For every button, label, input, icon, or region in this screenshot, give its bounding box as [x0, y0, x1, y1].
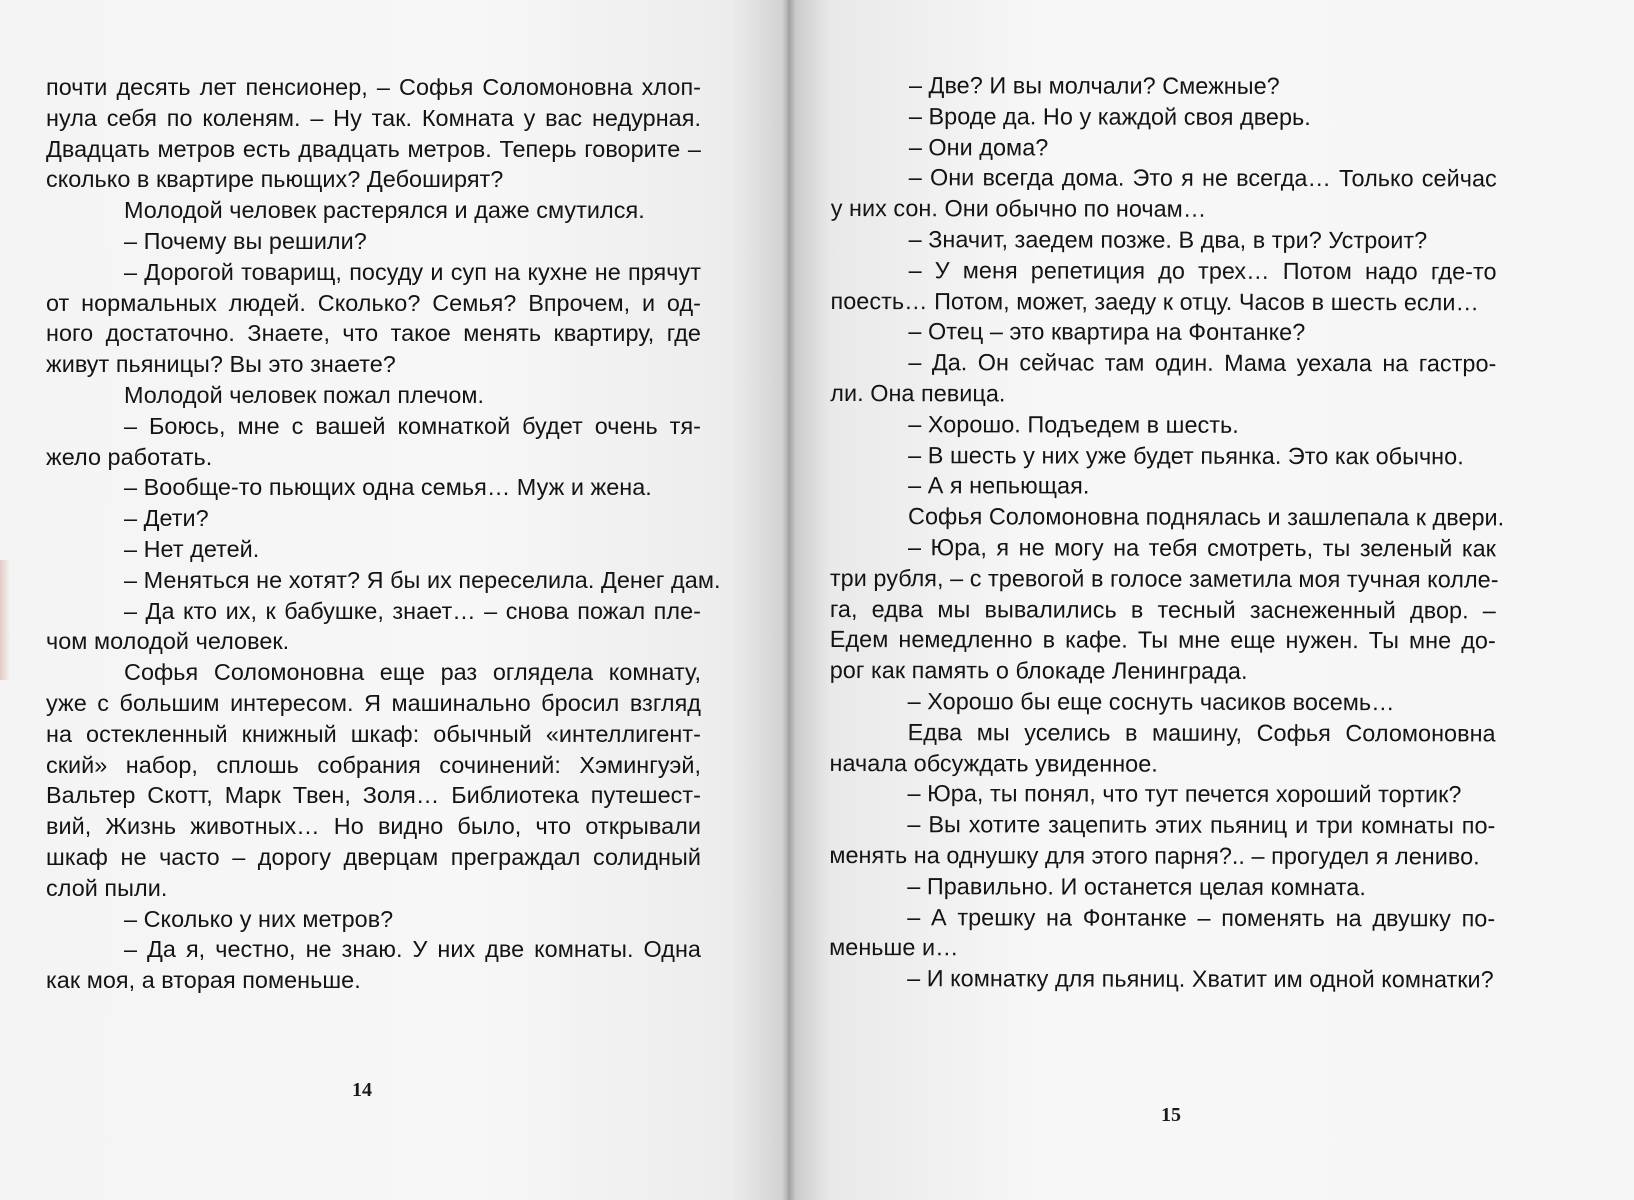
- text-line: – А трешку на Фонтанке – поменять на двушку по-: [907, 903, 1496, 931]
- text-line: Молодой человек пожал плечом.: [124, 381, 485, 408]
- text-line: почти десять лет пенсионер, – Софья Соломоновна хлоп-: [46, 74, 701, 100]
- text-line: меньше и…: [829, 934, 959, 961]
- text-line: – И комнатку для пьяниц. Хватит им одной комнатки?: [907, 965, 1494, 993]
- text-line: ли. Она певица.: [830, 379, 1006, 407]
- text-line: ного достаточно. Знаете, что такое менять квартиру, где: [46, 320, 701, 347]
- text-line: нула себя по коленям. – Ну так. Комната у вас недурная.: [46, 104, 701, 131]
- text-line: у них сон. Они обычно по ночам…: [830, 195, 1207, 222]
- text-line: – Вы хотите зацепить этих пьяниц и три комнаты по-: [907, 811, 1496, 839]
- text-line: – Правильно. И останется целая комната.: [907, 872, 1366, 900]
- text-line: Вальтер Скотт, Марк Твен, Золя… Библиотека путешест-: [46, 782, 701, 809]
- text-line: Двадцать метров есть двадцать метров. Теперь говорите –: [46, 135, 701, 162]
- text-line: чом молодой человек.: [46, 628, 290, 655]
- text-line: Едем немедленно в кафе. Ты мне еще нужен. Ты мне до-: [829, 626, 1496, 654]
- text-line: на остекленный книжный шкаф: обычный «интеллигент-: [46, 720, 701, 747]
- text-line: – Хорошо бы еще соснуть часиков восемь…: [907, 688, 1395, 716]
- text-line: – Они всегда дома. Это я не всегда… Только сейчас: [908, 164, 1497, 192]
- text-line: – Сколько у них метров?: [124, 905, 394, 932]
- text-line: слой пыли.: [46, 874, 168, 901]
- right-page-text: [829, 70, 1505, 995]
- text-line: живут пьяницы? Вы это знаете?: [46, 351, 396, 378]
- text-line: – Юра, ты понял, что тут печется хороший тортик?: [907, 780, 1462, 808]
- text-line: рог как память о блокаде Ленинграда.: [829, 657, 1248, 685]
- page-edge-shadow: [0, 560, 10, 680]
- text-line: – Боюсь, мне с вашей комнаткой будет очень тя-: [124, 412, 701, 439]
- left-page: [0, 0, 788, 1200]
- text-line: уже с большим интересом. Я машинально бросил взгляд: [46, 689, 701, 716]
- text-line: шкаф не часто – дорогу дверцам преграждал солидный: [46, 843, 701, 870]
- text-line: сколько в квартире пьющих? Дебоширят?: [46, 166, 504, 193]
- text-line: – Нет детей.: [124, 535, 260, 562]
- text-line: как моя, а вторая поменьше.: [46, 967, 361, 994]
- text-line: – Они дома?: [908, 133, 1049, 161]
- text-line: – Значит, заедем позже. В два, в три? Устроит?: [908, 226, 1428, 254]
- text-line: три рубля, – с тревогой в голосе заметила моя тучная колле-: [829, 564, 1499, 593]
- text-line: – Отец – это квартира на Фонтанке?: [908, 318, 1306, 346]
- text-line: – Вроде да. Но у каждой своя дверь.: [908, 102, 1311, 130]
- text-line: – Дорогой товарищ, посуду и суп на кухне не прячут: [124, 258, 701, 285]
- text-line: Софья Соломоновна еще раз оглядела комнату,: [124, 659, 701, 686]
- text-line: – Почему вы решили?: [124, 227, 367, 254]
- text-line: ский» набор, сплошь собрания сочинений: Хэмингуэй,: [46, 751, 701, 778]
- text-line: – Дети?: [124, 505, 209, 532]
- book-gutter: [782, 0, 796, 1200]
- text-line: га, едва мы вывалились в тесный заснеженный двор. –: [829, 595, 1496, 623]
- text-line: Софья Соломоновна поднялась и зашлепала к двери.: [908, 503, 1505, 531]
- text-line: – В шесть у них уже будет пьянка. Это как обычно.: [908, 441, 1464, 469]
- text-line: жело работать.: [46, 443, 213, 470]
- text-line: – А я непьющая.: [908, 472, 1090, 499]
- text-line: – Хорошо. Подъедем в шесть.: [908, 410, 1239, 438]
- text-line: – Да кто их, к бабушке, знает… – снова пожал пле-: [124, 597, 701, 624]
- text-line: – Юра, я не могу на тебя смотреть, ты зеленый как: [907, 534, 1497, 562]
- text-line: Молодой человек растерялся и даже смутился.: [124, 197, 645, 224]
- text-line: – У меня репетиция до трех… Потом надо где-то: [908, 256, 1497, 285]
- text-line: – Две? И вы молчали? Смежные?: [908, 72, 1280, 99]
- text-line: Едва мы уселись в машину, Софья Соломоновна: [907, 718, 1496, 747]
- left-page-text: [46, 72, 721, 996]
- text-line: поесть… Потом, может, заеду к отцу. Часов в шесть если…: [830, 287, 1479, 315]
- text-line: – Да. Он сейчас там один. Мама уехала на гастро-: [908, 349, 1497, 377]
- text-line: менять на однушку для этого парня?.. – прогудел я лениво.: [829, 841, 1480, 870]
- right-page-number: 15: [1161, 1104, 1181, 1126]
- text-line: от нормальных людей. Сколько? Семья? Впрочем, и од-: [46, 289, 701, 316]
- text-line: – Вообще-то пьющих одна семья… Муж и жена.: [124, 474, 652, 501]
- left-page-number: 14: [352, 1079, 372, 1101]
- text-line: начала обсуждать увиденное.: [829, 749, 1158, 777]
- text-line: вий, Жизнь животных… Но видно было, что открывали: [46, 813, 701, 840]
- right-page: [788, 0, 1634, 1200]
- text-line: – Меняться не хотят? Я бы их переселила. Денег дам.: [124, 566, 721, 593]
- text-line: – Да я, честно, не знаю. У них две комнаты. Одна: [124, 936, 701, 963]
